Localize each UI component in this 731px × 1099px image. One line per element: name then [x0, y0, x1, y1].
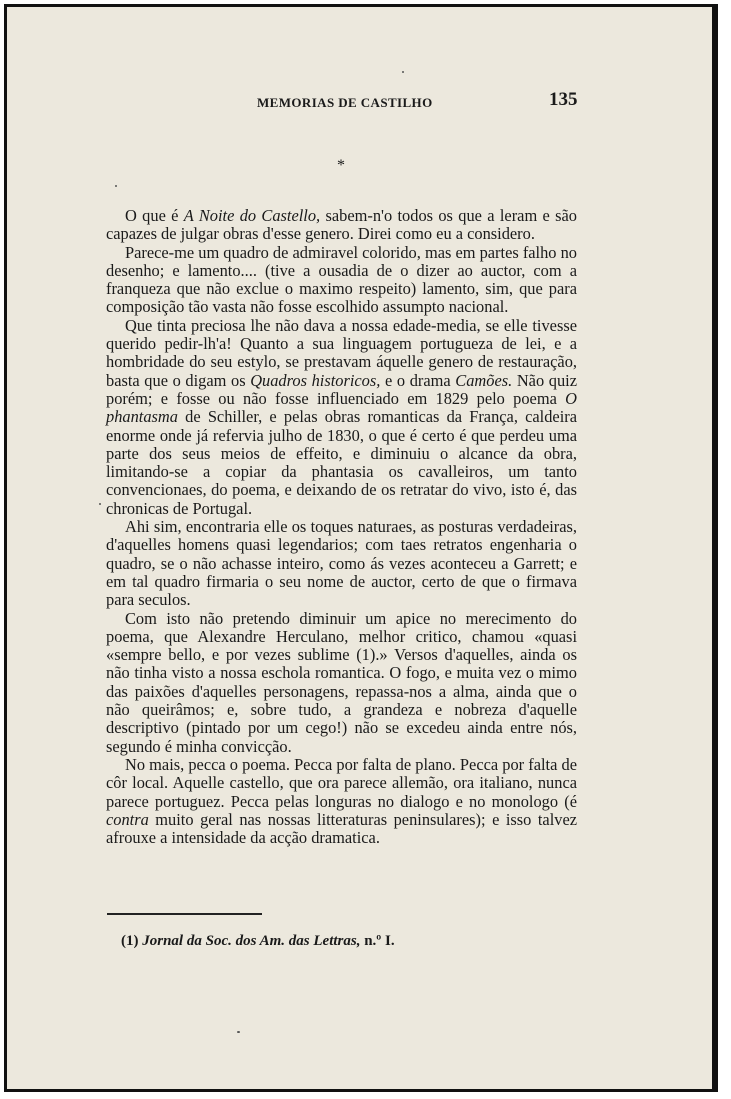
italic-title: A Noite do Castello,: [183, 206, 321, 225]
footnote: [121, 933, 395, 950]
text-run: Com isto não pretendo diminuir um apice no merecimento do poema, que Alexandre Herculano, melhor critico, chamou «quasi «sempre bello, e por vezes sublime (1).» Versos d'aquelles, ainda os não tinha visto a nossa eschola romantica. O fogo, e muita vez o mimo das paixões d'aquelles personagens, repassa-nos a alma, ainda que o não queirâmos; e, sobre tudo, a grandeza e nobreza d'aquelle descriptivo (pintado por um cego!) não se excedeu ainda entre nós, segundo é minha convicção.: [106, 608, 577, 756]
paragraph: [106, 317, 577, 518]
text-run: Que tinta preciosa lhe não dava a nossa edade-media, se elle tivesse querido pedir-lh'a! Quanto a sua linguagem portugueza de lei, e a hombridade do seu estylo, se prestavam áquelle genero de restauração, basta que o digam os: [106, 315, 577, 390]
italic-title: O phantasma: [106, 388, 577, 427]
scan-speck: [115, 185, 117, 187]
paragraph: [106, 756, 577, 847]
scanned-page: [4, 4, 718, 1092]
section-ornament: *: [337, 157, 345, 174]
footnote-marker: (1): [121, 933, 139, 949]
scan-speck: [237, 1031, 240, 1033]
scan-speck: [99, 503, 101, 505]
paragraph: [106, 610, 577, 756]
text-run: sabem-n'o todos os que a leram e são capazes de julgar obras d'esse genero. Direi como eu a considero.: [106, 206, 577, 244]
paragraph: [106, 207, 577, 244]
text-run: muito geral nas nossas litteraturas peninsulares); e isso talvez afrouxe a intensidade da acção dramatica.: [106, 809, 577, 848]
text-run: Não quiz porém; e fosse ou não fosse influenciado em 1829 pelo poema: [106, 370, 577, 408]
footnote-suffix: n.º I.: [364, 933, 395, 949]
text-run: Parece-me um quadro de admiravel colorido, mas em partes falho no desenho; e lamento.... (tive a ousadia de o dizer ao auctor, com a franqueza que não exclue o maximo respeito) lamento, sim, que para composição tão vasta não fosse escolhido assumpto nacional.: [106, 242, 577, 317]
footnote-rule: [107, 913, 262, 915]
italic-title: Quadros historicos,: [250, 370, 381, 390]
scan-speck: [402, 71, 404, 73]
italic-title: Camões.: [455, 370, 513, 390]
paragraph: [106, 518, 577, 609]
page-number: 135: [549, 89, 578, 110]
text-run: O que é: [125, 206, 184, 225]
running-head: MEMORIAS DE CASTILHO: [257, 95, 433, 110]
footnote-citation: Jornal da Soc. dos Am. das Lettras,: [142, 933, 361, 949]
text-run: Ahi sim, encontraria elle os toques naturaes, as posturas verdadeiras, d'aquelles homens quasi legendarios; com taes retratos engenharia o quadro, se o não achasse inteiro, como ás vezes aconteceu a Garrett; e em tal quadro firmaria o seu nome de auctor, certo de que o firmava para seculos.: [106, 517, 577, 610]
paragraph: [106, 244, 577, 317]
text-run: No mais, pecca o poema. Pecca por falta de plano. Pecca por falta de côr local. Aquelle castello, que ora parece allemão, ora italiano, nunca parece portuguez. Pecca pelas longuras no dialogo e no monologo (é: [106, 754, 577, 811]
text-run: de Schiller, e pelas obras romanticas da França, caldeira enorme onde já refervia julho de 1830, o que é certo é que perdeu uma parte dos seus meios de effeito, e diminuiu o alcance da obra, limitando-se a copiar da phantasia os cavalleiros, um tanto convencionaes, do poema, e deixando de os retratar do vivo, isto é, das chronicas de Portugal.: [106, 407, 577, 518]
text-run: e o drama: [380, 370, 456, 390]
body-text: [106, 207, 577, 847]
italic-title: contra: [106, 809, 149, 829]
